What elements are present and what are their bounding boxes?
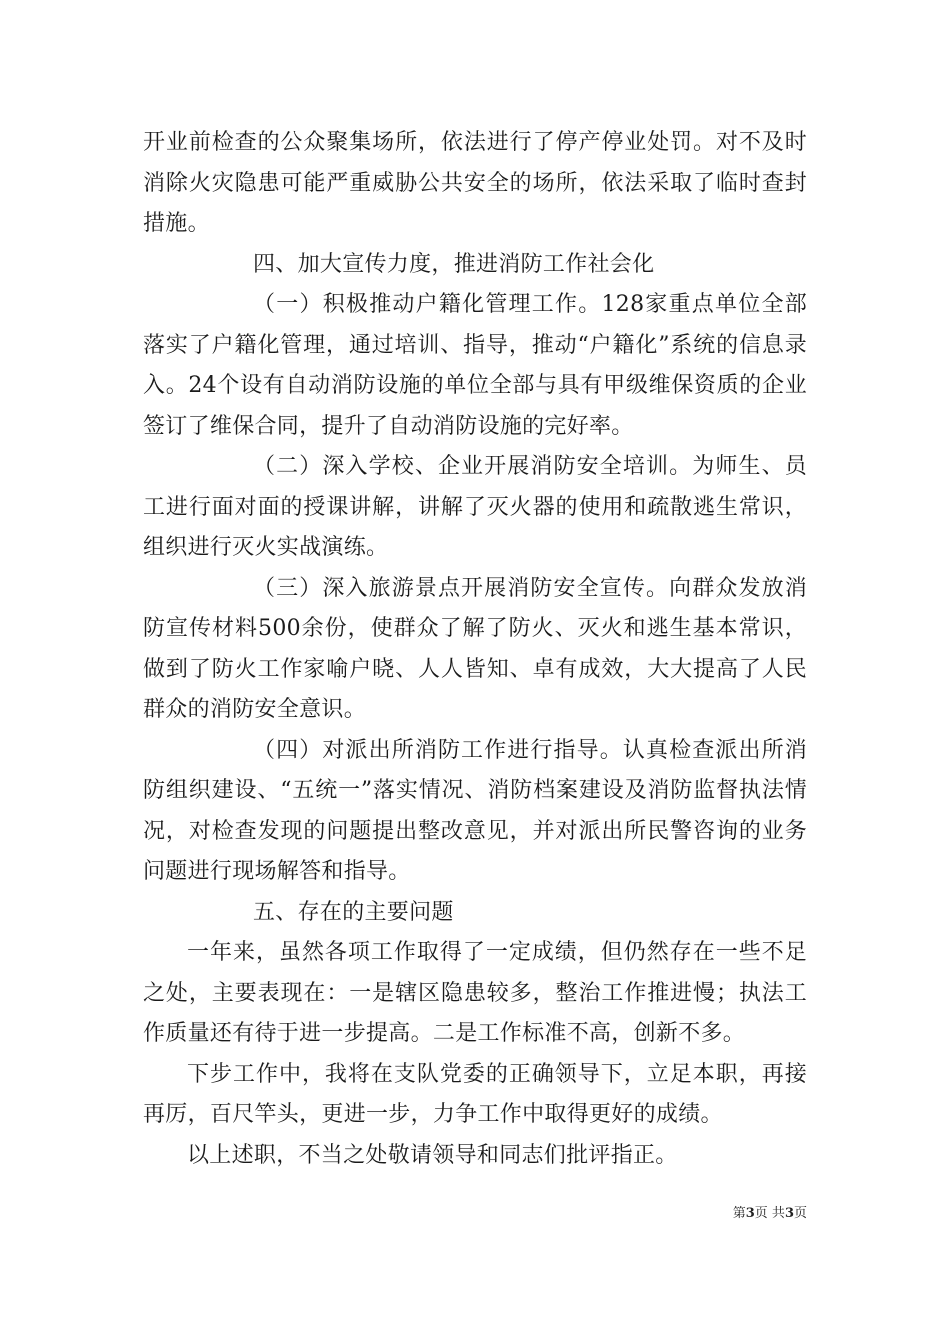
paragraph-closing: 以上述职，不当之处敬请领导和同志们批评指正。 [187,1142,678,1168]
document-body [143,123,807,1176]
page-footer [733,1206,807,1222]
section-heading-5: 五、存在的主要问题 [253,899,454,925]
footer-prefix: 第 [732,1206,746,1221]
paragraph-problems: 一年来，虽然各项工作取得了一定成绩，但仍然存在一些不足之处，主要表现在：一是辖区隐患较多，整治工作推进慢；执法工作质量还有待于进一步提高。二是工作标准不高，创新不多。 [143,940,807,1046]
paragraph-continuation: 开业前检查的公众聚集场所，依法进行了停产停业处罚。对不及时消除火灾隐患可能严重威胁公共安全的场所，依法采取了临时查封措施。 [143,130,807,236]
section-heading-4: 四、加大宣传力度，推进消防工作社会化 [253,251,655,277]
footer-total-pages: 3 [784,1206,794,1221]
subsection-household-registration: （一）积极推动户籍化管理工作。128家重点单位全部落实了户籍化管理，通过培训、指导，推动“户籍化”系统的信息录入。24个设有自动消防设施的单位全部与具有甲级维保资质的企业签订了维保合同，提升了自动消防设施的完好率。 [143,292,807,439]
footer-current-page: 3 [745,1206,755,1221]
footer-middle: 页 共 [754,1206,785,1221]
subsection-police-station-guidance: （四）对派出所消防工作进行指导。认真检查派出所消防组织建设、“五统一”落实情况、消防档案建设及消防监督执法情况，对检查发现的问题提出整改意见，并对派出所民警咨询的业务问题进行现场解答和指导。 [143,737,807,884]
footer-suffix: 页 [793,1206,807,1221]
subsection-school-training: （二）深入学校、企业开展消防安全培训。为师生、员工进行面对面的授课讲解，讲解了灭火器的使用和疏散逃生常识，组织进行灭火实战演练。 [143,454,807,560]
subsection-tourism-publicity: （三）深入旅游景点开展消防安全宣传。向群众发放消防宣传材料500余份，使群众了解了防火、灭火和逃生基本常识，做到了防火工作家喻户晓、人人皆知、卓有成效，大大提高了人民群众的消防安全意识。 [143,575,807,722]
paragraph-next-steps: 下步工作中，我将在支队党委的正确领导下，立足本职，再接再厉，百尺竿头，更进一步，力争工作中取得更好的成绩。 [143,1061,807,1127]
